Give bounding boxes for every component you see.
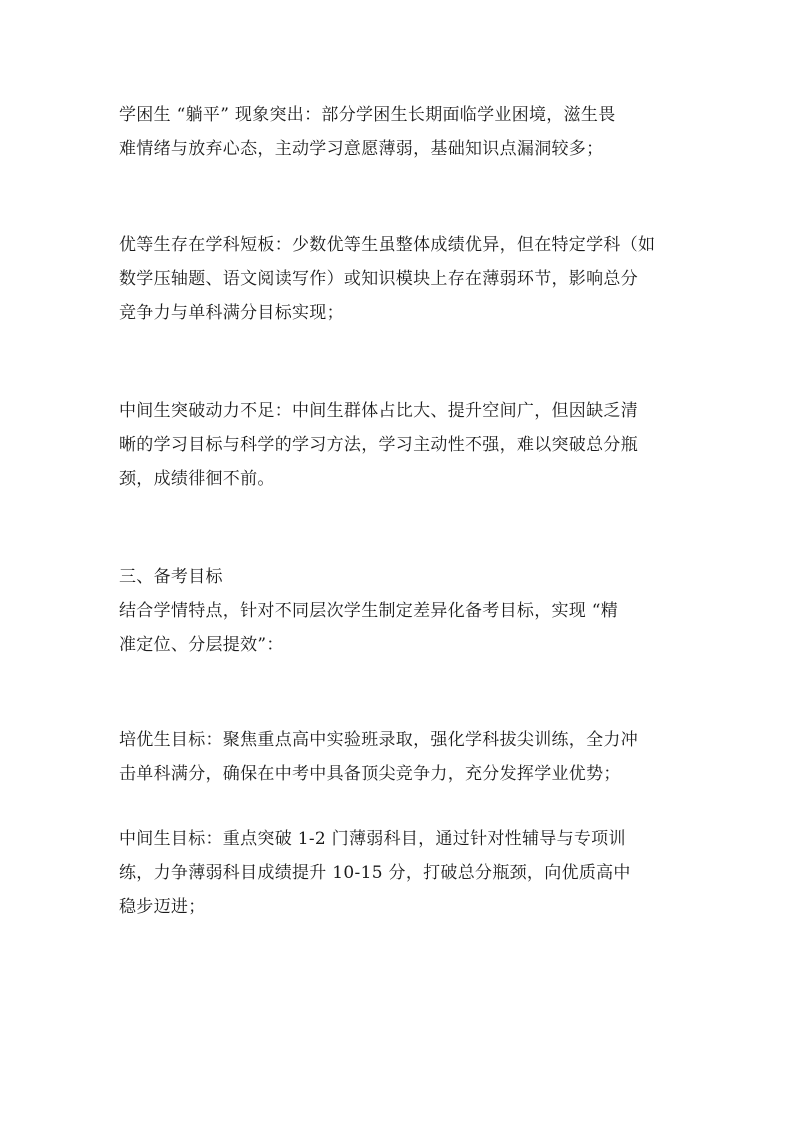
text-line: 竞争力与单科满分目标实现； — [119, 303, 344, 323]
section-heading: 三、备考目标 — [119, 567, 223, 587]
text-line: 结合学情特点，针对不同层次学生制定差异化备考目标，实现 “精 — [119, 601, 619, 621]
paragraph-struggling-students — [119, 98, 689, 166]
text-line: 击单科满分，确保在中考中具备顶尖竞争力，充分发挥学业优势； — [119, 764, 621, 784]
paragraph-middle-students — [119, 394, 689, 496]
text-line: 培优生目标：聚焦重点高中实验班录取，强化学科拔尖训练，全力冲 — [119, 730, 638, 750]
text-line: 中间生突破动力不足：中间生群体占比大、提升空间广，但因缺乏清 — [119, 401, 638, 421]
text-line: 学困生 “躺平” 现象突出：部分学困生长期面临学业困境，滋生畏 — [119, 105, 616, 125]
text-line: 晰的学习目标与科学的学习方法，学习主动性不强，难以突破总分瓶 — [119, 435, 638, 455]
text-line: 难情绪与放弃心态，主动学习意愿薄弱，基础知识点漏洞较多； — [119, 139, 604, 159]
section-heading-and-intro — [119, 560, 689, 662]
text-line: 数学压轴题、语文阅读写作）或知识模块上存在薄弱环节，影响总分 — [119, 269, 638, 289]
text-line: 颈，成绩徘徊不前。 — [119, 469, 275, 489]
text-line: 练，力争薄弱科目成绩提升 10-15 分，打破总分瓶颈，向优质高中 — [119, 863, 631, 883]
text-line: 稳步迈进； — [119, 897, 206, 917]
text-line: 中间生目标：重点突破 1-2 门薄弱科目，通过针对性辅导与专项训 — [119, 829, 626, 849]
paragraph-middle-student-goal — [119, 822, 689, 924]
paragraph-top-students — [119, 228, 689, 330]
text-line: 准定位、分层提效”： — [119, 635, 284, 655]
paragraph-top-student-goal — [119, 723, 689, 791]
text-line: 优等生存在学科短板：少数优等生虽整体成绩优异，但在特定学科（如 — [119, 235, 656, 255]
